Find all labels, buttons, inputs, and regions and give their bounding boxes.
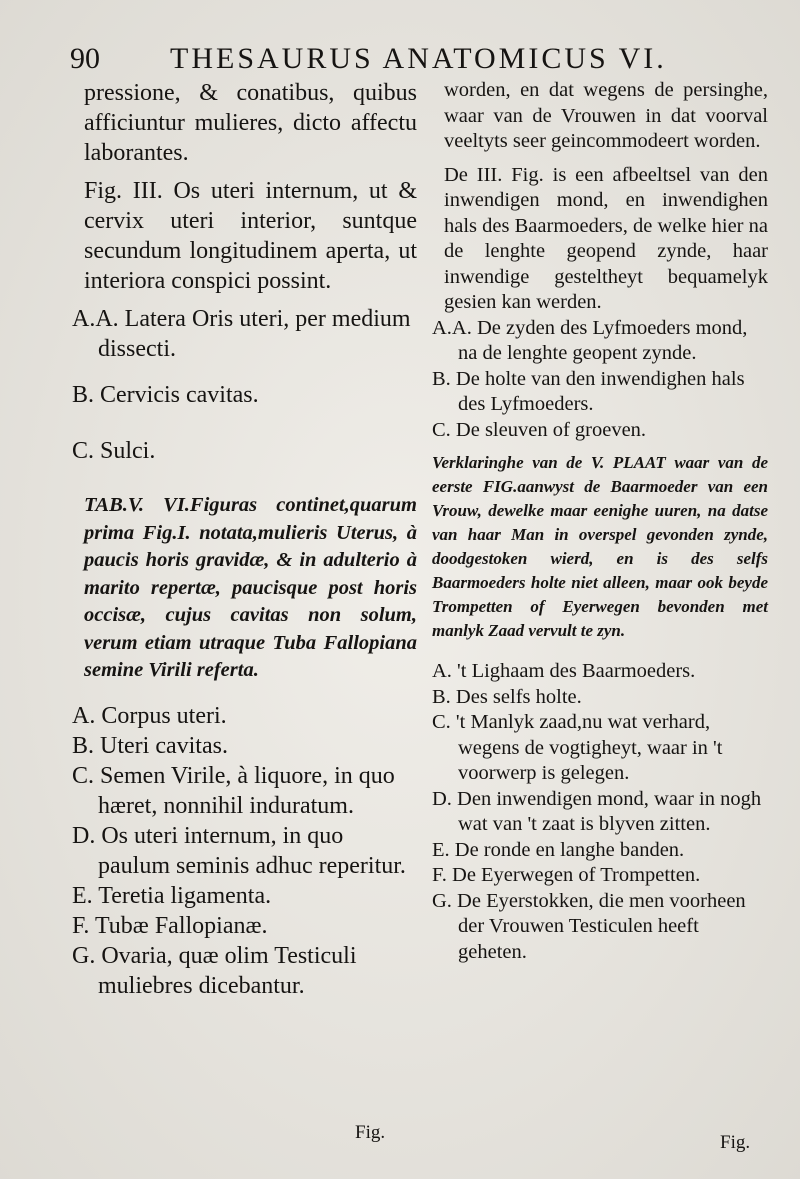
page-number: 90	[70, 42, 100, 75]
running-title: THESAURUS ANATOMICUS VI.	[170, 42, 667, 75]
latin-intro: pressione, & conatibus, quibus afficiuntur mulieres, dicto affectu laborantes.	[84, 80, 417, 166]
dutch-plaat-description: Verklaringhe van de V. PLAAT waar van de eerste FIG.aanwyst de Baarmoeder van een Vrouw, dewelke maar eenighe uuren, na datse van haar Man in overspel gevonden zynde, doodgestoken wierd, en is des selfs Baarmoeders holte niet alleen, maar ook beyde Trompetten of Eyerwegen bevonden met manlyk Zaad vervult te zyn.	[432, 453, 768, 640]
latin-tab5-item-e: E. Teretia ligamenta.	[72, 882, 272, 909]
dutch-fig3-item-b: B. De holte van den inwendighen hals des Lyfmoeders.	[432, 367, 745, 415]
latin-tab5-item-f: F. Tubæ Fallopianæ.	[72, 912, 268, 939]
dutch-plaat-item-a: A. 't Lighaam des Baarmoeders.	[432, 660, 696, 682]
latin-catchword: Fig.	[355, 1122, 386, 1143]
dutch-fig3-item-c: C. De sleuven of groeven.	[432, 418, 647, 441]
dutch-column	[432, 78, 768, 965]
latin-fig3-item-c: C. Sulci.	[72, 438, 156, 464]
page-header	[70, 30, 710, 80]
latin-tab5-item-a: A. Corpus uteri.	[72, 702, 227, 729]
dutch-plaat-item-c: C. 't Manlyk zaad,nu wat verhard, wegens de vogtigheyt, waar in 't voorwerp is gelegen.	[432, 711, 723, 784]
latin-tab5-item-b: B. Uteri cavitas.	[72, 732, 228, 759]
dutch-intro: worden, en dat wegens de persinghe, waar van de Vrouwen in dat voorval veeltyts seer geincommodeert worden.	[444, 79, 768, 152]
latin-tab5-description: TAB.V. VI.Figuras continet,quarum prima Fig.I. notata,mulieris Uterus, à paucis horis gravidæ, & in adulterio à marito repertæ, paucisque post horis occisæ, cujus cavitas non solum, verum etiam utraque Tuba Fallopiana semine Virili referta.	[84, 494, 417, 681]
dutch-plaat-item-d: D. Den inwendigen mond, waar in nogh wat van 't zaat is blyven zitten.	[432, 787, 762, 835]
dutch-catchword: Fig.	[720, 1132, 751, 1153]
latin-fig3-item-b: B. Cervicis cavitas.	[72, 382, 259, 408]
dutch-plaat-item-g: G. De Eyerstokken, die men voorheen der Vrouwen Testiculen heeft geheten.	[432, 889, 746, 963]
latin-fig3-item-a: A.A. Latera Oris uteri, per medium dissecti.	[72, 306, 411, 362]
dutch-plaat-item-f: F. De Eyerwegen of Trompetten.	[432, 864, 701, 886]
dutch-fig3-title: De III. Fig. is een afbeeltsel van den inwendigen mond, en inwendighen hals des Baarmoeders, de welke hier na de lenghte geopend zynde, haar inwendige gesteltheyt bequamelyk gesien kan werden.	[444, 163, 768, 313]
latin-tab5-item-g: G. Ovaria, quæ olim Testiculi muliebres dicebantur.	[72, 942, 357, 999]
dutch-plaat-item-e: E. De ronde en langhe banden.	[432, 838, 685, 861]
latin-column	[72, 78, 417, 1001]
dutch-fig3-item-a: A.A. De zyden des Lyfmoeders mond, na de lenghte geopent zynde.	[432, 316, 748, 364]
latin-tab5-item-c: C. Semen Virile, à liquore, in quo hæret, nonnihil induratum.	[72, 762, 395, 819]
dutch-plaat-item-b: B. Des selfs holte.	[432, 685, 582, 708]
latin-tab5-item-d: D. Os uteri internum, in quo paulum seminis adhuc reperitur.	[72, 822, 406, 879]
latin-fig3-title: Fig. III. Os uteri internum, ut & cervix uteri interior, suntque secundum longitudinem aperta, ut interiora conspici possint.	[84, 178, 417, 294]
